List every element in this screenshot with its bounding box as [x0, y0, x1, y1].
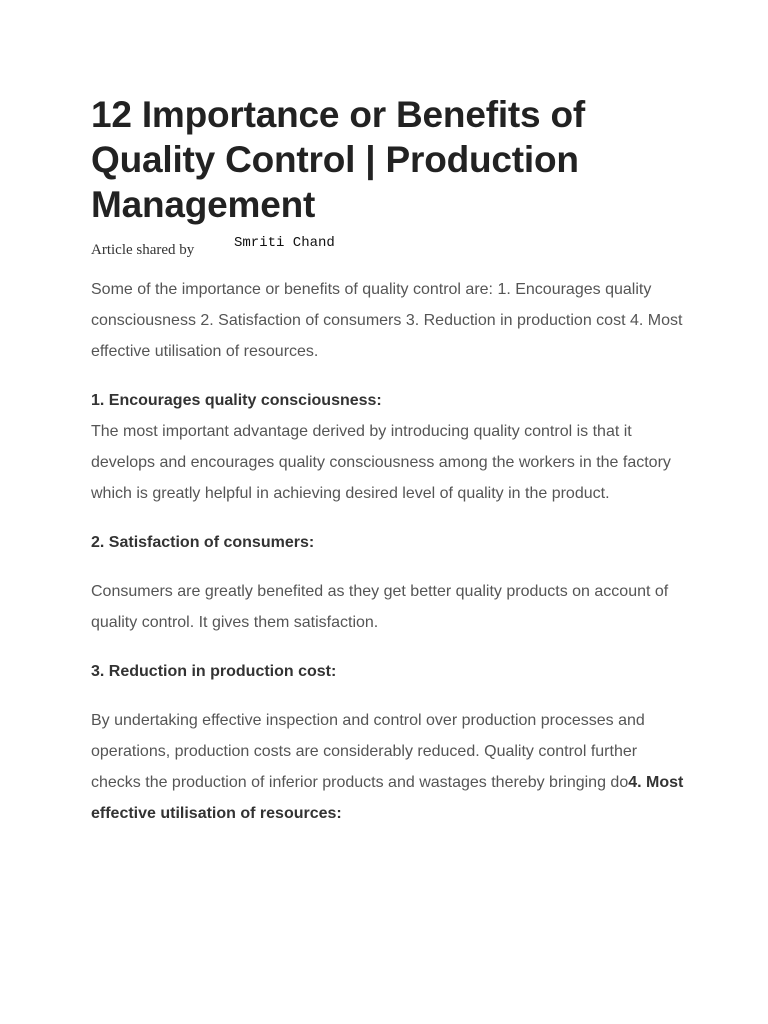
article [91, 92, 691, 829]
section-body-3-text: By undertaking effective inspection and control over production processes and operations, production costs are considerably reduced. Quality control further checks the production of inferior products and wastages thereby bringing do [91, 712, 645, 791]
section-heading-4: 4. Most effective utilisation of resources: [91, 774, 684, 822]
section-heading-2: 2. Satisfaction of consumers: [91, 534, 315, 551]
author-name[interactable]: Smriti Chand [234, 235, 335, 251]
intro-paragraph: Some of the importance or benefits of quality control are: 1. Encourages quality consciousness 2. Satisfaction of consumers 3. Reduction in production cost 4. Most effective utilisation of resources. [91, 281, 683, 360]
section-heading-1: 1. Encourages quality consciousness: [91, 392, 382, 409]
section-body-1: The most important advantage derived by introducing quality control is that it develops and encourages quality consciousness among the workers in the factory which is greatly helpful in achieving desired level of quality in the product. [91, 423, 671, 502]
section-heading-3: 3. Reduction in production cost: [91, 663, 337, 680]
byline [91, 235, 691, 263]
byline-label: Article shared by [91, 242, 195, 258]
article-title: 12 Importance or Benefits of Quality Control | Production Management [91, 94, 586, 225]
section-body-3 [91, 705, 691, 829]
section-body-2: Consumers are greatly benefited as they get better quality products on account of quality control. It gives them satisfaction. [91, 583, 669, 631]
